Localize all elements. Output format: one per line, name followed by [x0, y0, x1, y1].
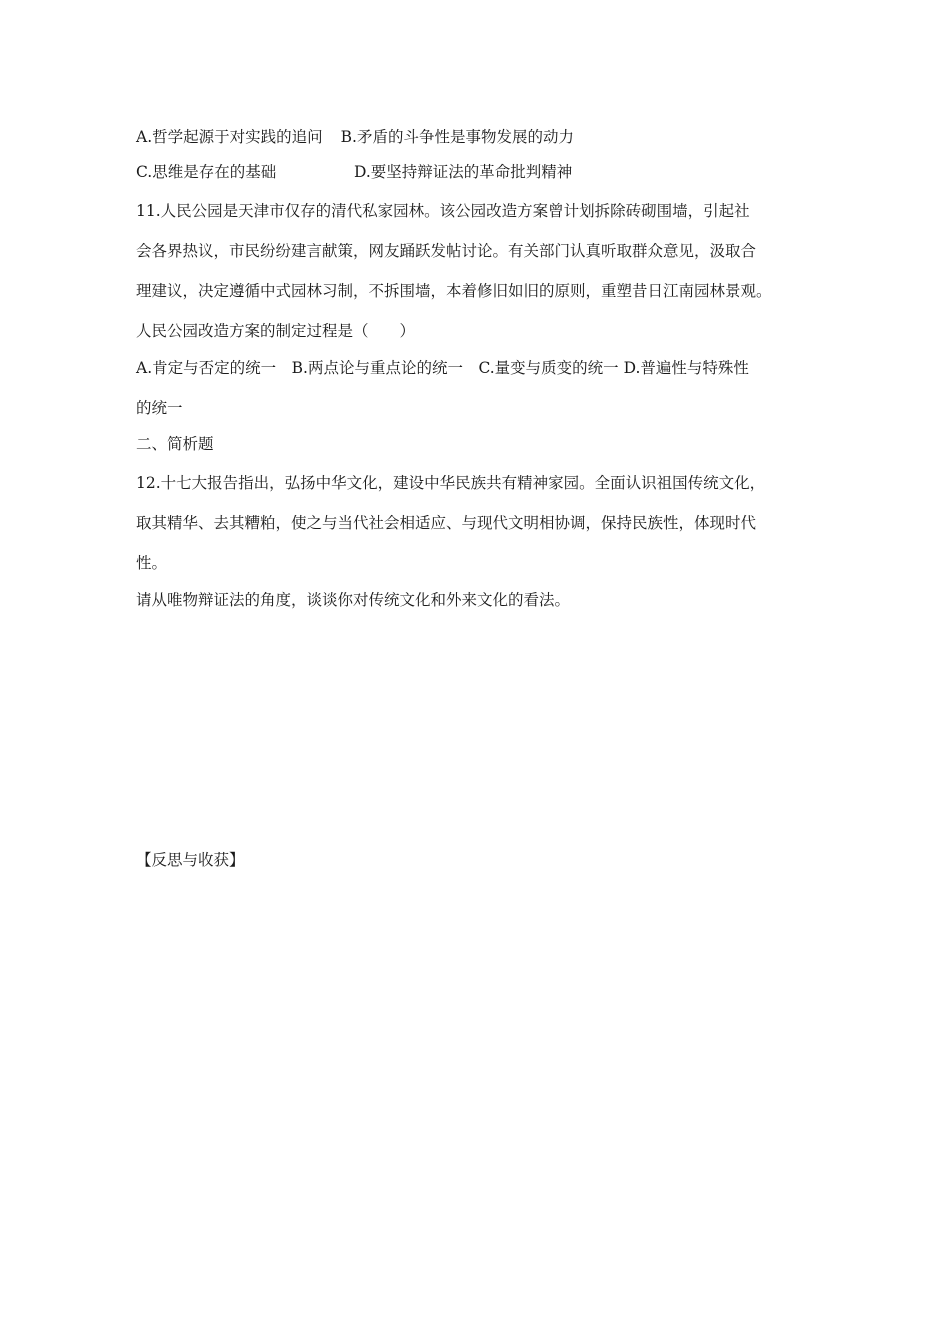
- q10-option-c: C.思维是存在的基础: [136, 163, 277, 181]
- section-heading-analysis: 二、简析题: [136, 435, 214, 453]
- q10-options-row-2: [136, 161, 572, 183]
- q11-stem-line-3: 理建议，决定遵循中式园林习制，不拆围墙，本着修旧如旧的原则，重塑昔日江南园林景观。: [136, 282, 772, 300]
- q10-option-d: D.要坚持辩证法的革命批判精神: [354, 163, 573, 181]
- q10-options-row-1: [136, 126, 574, 148]
- reflection-heading: 【反思与收获】: [136, 851, 245, 869]
- q12-prompt: 请从唯物辩证法的角度，谈谈你对传统文化和外来文化的看法。: [136, 591, 571, 609]
- q11-options-line-2: 的统一: [136, 399, 183, 417]
- q12-stem-line-3: 性。: [136, 554, 168, 572]
- q11-options-line-1: A.肯定与否定的统一 B.两点论与重点论的统一 C.量变与质变的统一 D.普遍性与特殊性: [136, 359, 749, 377]
- q11-stem-line-1: 11.人民公园是天津市仅存的清代私家园林。该公园改造方案曾计划拆除砖砌围墙，引起社: [136, 202, 750, 220]
- q11-question: 人民公园改造方案的制定过程是（ ）: [136, 322, 416, 340]
- q12-stem-line-2: 取其精华、去其糟粕，使之与当代社会相适应、与现代文明相协调，保持民族性，体现时代: [136, 514, 757, 532]
- q10-option-a: A.哲学起源于对实践的追问: [136, 128, 323, 146]
- q12-stem-line-1: 12.十七大报告指出，弘扬中华文化，建设中华民族共有精神家园。全面认识祖国传统文化，: [136, 474, 766, 492]
- q11-stem-line-2: 会各界热议，市民纷纷建言献策，网友踊跃发帖讨论。有关部门认真听取群众意见，汲取合: [136, 242, 757, 260]
- q10-option-b: B.矛盾的斗争性是事物发展的动力: [340, 128, 574, 146]
